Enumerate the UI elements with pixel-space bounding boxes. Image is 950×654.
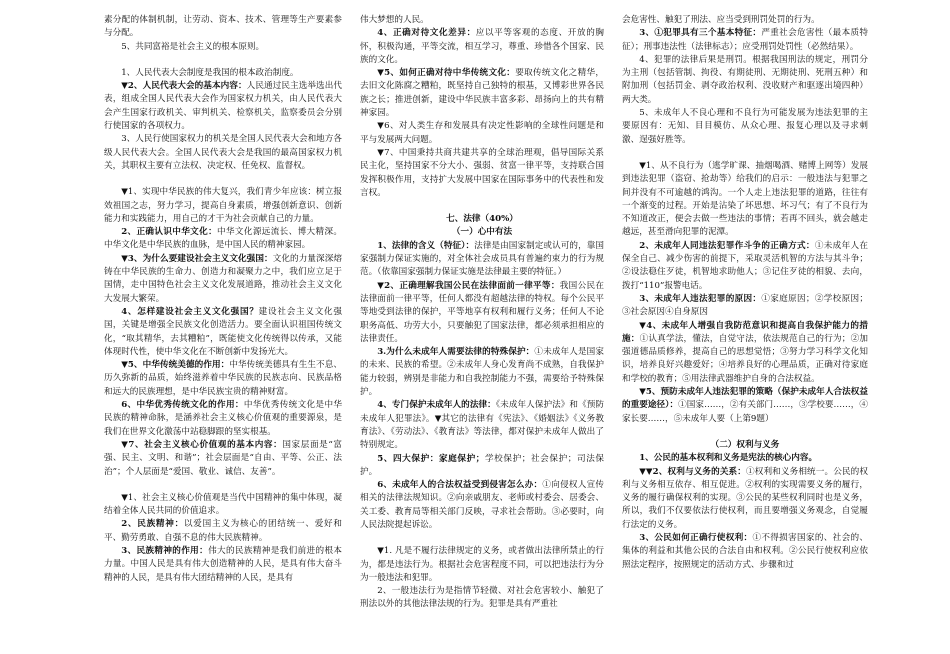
paragraph-body: 中华优秀传统文化是中华民族的精神命脉，是涵养社会主义核心价值观的重要源泉，是我们在世界文化激荡中站稳脚跟的坚实根基。 [104,400,342,437]
paragraph [622,466,868,532]
paragraph: ▼1、从不良行为（逃学旷课、抽烟喝酒、赌博上网等）发展到违法犯罪（盗窃、抢劫等）给我们的启示：一般违法与犯罪之间并没有不可逾越的鸿沟。一个人走上违法犯罪的道路，往往有一个渐变的过程。开始是沾染了坏思想、坏习气；有了不良行为不知道改正，便会去做一些违法的事情；若再不回头，就会越走越远，甚至滑向犯罪的泥潭。 [622,160,868,238]
paragraph-body: 严重社会危害性（最本质特征）；刑事违法性（法律标志）；应受刑罚处罚性（必然结果）。 [622,28,868,52]
paragraph [360,280,604,346]
paragraph-body: ①未成年人是国家的未来、民族的希望。②未成年人身心发育尚不成熟，自我保护能力较弱，辨别是非能力和自我控制能力不强，需要给予特殊保护。 [360,347,604,398]
paragraph-body: ①权利和义务相统一。公民的权利与义务相互依存、相互促进。②权利的实现需要义务的履行，义务的履行确保权利的实现。③公民的某些权利同时也是义务，所以，我们不仅要依法行使权利，而且要增强义务观念，自觉履行法定的义务。 [622,466,868,530]
paragraph: ▼7、中国秉持共商共建共享的全球治理观，倡导国际关系民主化，坚持国家不分大小、强弱、贫富一律平等，支持联合国发挥积极作用，支持扩大发展中国家在国际事务中的代表性和发言权。 [360,147,604,198]
paragraph [622,386,868,426]
paragraph [104,545,342,585]
paragraph-body: 学校保护；社会保护；司法保护。 [360,453,604,477]
paragraph [104,359,342,399]
paragraph-body: ①向侵权人宣传相关的法律法规知识。②向亲戚朋友、老师或村委会、居委会、关工委、教育局等相关部门反映，寻求社会帮助。③必要时，向人民法院提起诉讼。 [360,480,604,530]
column-right [622,14,868,572]
paragraph-heading: ▼5、如何正确对待中华传统文化： [377,68,516,79]
paragraph-body: 《未成年人保护法》和《预防未成年人犯罪法》。▼其它的法律有《宪法》、《婚姻法》《义务教育法》、《劳动法》、《教育法》等法律，都对保护未成年人做出了特别规定。 [360,400,604,451]
paragraph-body: ①未成年人在保全自己、减少伤害的前提下，采取灵活机智的方法与其斗争；②设法稳住歹徒，机智地求助他人；③记住歹徒的相貌、去向，拨打“110”报警电话。 [622,240,868,291]
paragraph [360,27,604,67]
paragraph-heading: ▼5、中华传统美德的作用： [121,360,230,371]
paragraph-body: 要取传统文化之精华，去旧文化陈腐之糟粕，既坚持自己独特的根基，又博彩世界各民族之长；推进创新，建设中华民族丰富多彩、昂扬向上的共有精神家园。 [360,68,604,119]
section-subtitle: （一）心中有法 [451,227,513,238]
paragraph [360,240,604,280]
paragraph-heading: 3.为什么未成年人需要法律的特殊保护： [377,347,535,358]
paragraph: 4、犯罪的法律后果是刑罚。根据我国刑法的规定，刑罚分为主刑（包括管制、拘役、有期徒刑、无期徒刑、死刑五种）和附加刑（包括罚金、剥夺政治权利、没收财产和驱逐出境四种）两大类。 [622,54,868,105]
paragraph [360,479,604,532]
paragraph: ▼1、实现中华民族的伟大复兴，我们青少年应该：树立报效祖国之志，努力学习，提高自身素质，增强创新意识、创新能力和实践能力，用自己的才干为社会贡献自己的力量。 [104,187,342,224]
paragraph-heading: ▼3、为什么要建设社会主义文化强国： [121,253,273,264]
paragraph [622,320,868,386]
paragraph-heading: 1、法律的含义（特征）： [377,240,475,251]
paragraph-heading: ▼2、人民代表大会的基本内容： [121,81,247,92]
paragraph-body: ①国家……，②有关部门……，③学校要……，④家长要……，⑤未成年人要（上第9题） [622,400,868,424]
paragraph: ▼1. 凡是不履行法律规定的义务，或者做出法律所禁止的行为，都是违法行为。根据社会危害程度不同，可以把违法行为分为一般违法和犯罪。 [360,546,604,583]
paragraph [104,399,342,439]
paragraph [104,226,342,253]
paragraph-heading: ▼▼2、权利与义务的关系： [639,466,746,477]
paragraph-body: ①不得损害国家的、社会的、集体的利益和其他公民的合法自由和权利。②公民行使权利应依照法定程序，按照规定的活动方式、步骤和过 [622,532,868,570]
paragraph-heading: 3、公民如何正确行使权利： [639,532,753,543]
paragraph-heading: 6、中华优秀传统文化的作用： [121,400,244,411]
paragraph [360,453,604,480]
paragraph [360,399,604,452]
paragraph [104,80,342,133]
paragraph [360,346,604,399]
paragraph-heading: ▼7、社会主义核心价值观的基本内容： [121,439,283,450]
paragraph: 3、人民行使国家权力的机关是全国人民代表大会和地方各级人民代表大会。全国人民代表大会是我国的最高国家权力机关，其职权主要有立法权、决定权、任免权、监督权。 [104,134,342,171]
paragraph-heading: 3、①犯罪具有三个基本特征： [639,28,762,39]
paragraph-body: 建设社会主义文化强国，关键是增强全民族文化创造活力。要全面认识祖国传统文化，“取其精华，去其糟粕”，既能使文化传统得以传承，又能体现时代性，使中华文化在不断创新中发扬光大。 [104,306,342,357]
paragraph-heading: 5、四大保护：家庭保护； [377,453,485,464]
paragraph: 5、未成年人不良心理和不良行为可能发展为违法犯罪的主要原因有：无知、目目模仿、从众心理、报复心理以及寻求刺激、逞强好胜等。 [622,108,868,145]
paragraph-heading: ▼4、未成年人增强自我防范意识和提高自我保护能力的措施： [622,320,868,344]
paragraph: 素分配的体制机制，让劳动、资本、技术、管理等生产要素参与分配。 [104,15,342,39]
paragraph-heading: 2、未成年人同违法犯罪作斗争的正确方式： [639,240,815,251]
paragraph: 会危害性、触犯了刑法、应当受到刑罚处罚的行为。 [622,15,820,25]
paragraph-body: 我国公民在法律面前一律平等，任何人都没有超越法律的特权。每个公民平等地受到法律的保护，平等地享有权利和履行义务；任何人不论职务高低、功劳大小，只要触犯了国家法律，都必须承担相应的法律责任。 [360,280,604,344]
paragraph [104,306,342,359]
section-title: 七、法律（40%） [446,214,518,225]
paragraph: ▼1、社会主义核心价值观是当代中国精神的集中体现，凝结着全体人民共同的价值追求。 [104,492,342,517]
paragraph: 1、公民的基本权利和义务是宪法的核心内容。 [639,453,818,464]
paragraph [622,293,868,320]
paragraph [104,439,342,479]
column-left [104,14,342,585]
paragraph: 1、人民代表大会制度是我国的根本政治制度。 [121,67,299,78]
paragraph-body: 以爱国主义为核心的团结统一、爱好和平、勤劳勇敢、自强不息的伟大民族精神。 [104,519,342,543]
paragraph: 2、一般违法行为是指情节轻微、对社会危害较小、触犯了刑法以外的其他法律法规的行为。犯罪是具有严重社 [360,586,604,610]
paragraph-body: 中华文化源远流长、博大精深。中华文化是中华民族的血脉，是中国人民的精神家园。 [104,227,342,251]
column-middle [360,14,604,612]
paragraph: ▼6、对人类生存和发展具有决定性影响的全球性问题是和平与发展两大问题。 [360,121,604,145]
paragraph [104,253,342,306]
paragraph-heading: 2、民族精神： [121,519,184,530]
paragraph-heading: 6、未成年人的合法权益受到侵害怎么办： [377,480,543,491]
paragraph-body: ①认真学法，懂法，自觉守法，依法规范自己的行为；②加强道德品质修养，提高自己的思想觉悟；③努力学习科学文化知识，培养良好兴趣爱好；④培养良好的心理品质，正确对待家庭和学校的教育；⑤用法律武器维护自身的合法权益。 [622,333,868,384]
paragraph-body: 法律是由国家制定或认可的，靠国家强制力保证实施的，对全体社会成员具有普遍约束力的行为规范。（依靠国家强制力保证实施是法律最主要的特征。） [360,240,604,278]
section-subtitle: （二）权利与义务 [710,439,780,450]
paragraph-heading: ▼2、正确理解我国公民在法律面前一律平等： [377,280,560,291]
paragraph-body: ①家庭原因；②学校原因；③社会原因④自身原因 [622,293,868,318]
paragraph-heading: ▼5、预防未成年人违法犯罪的策略（保护未成年人合法权益的重要途径）： [622,387,868,411]
paragraph-body: 文化的力量深深熔铸在中华民族的生命力、创造力和凝聚力之中，我们应立足于国情，走中国特色社会主义文化发展道路，推动社会主义文化大发展大繁荣。 [104,253,342,304]
paragraph-heading: 3、未成年人违法犯罪的原因： [639,293,762,304]
paragraph-body: 应以平等客观的态度、开放的胸怀，积极沟通，平等交流，相互学习，尊重、珍惜各个国家、民族的文化。 [360,28,604,65]
paragraph-body: 人民通过民主选举选出代表，组成全国人民代表大会作为国家权力机关，由人民代表大会产生国家行政机关、审判机关、检察机关，监察委员会分别行使国家的各项权力。 [104,81,342,132]
paragraph: 伟大梦想的人民。 [360,15,429,25]
paragraph [360,67,604,120]
paragraph-heading: 4、正确对待文化差异： [377,28,476,39]
paragraph [622,240,868,293]
paragraph-heading: 4、专门保护未成年人的法律： [377,400,496,411]
paragraph [104,518,342,545]
paragraph-heading: 3、民族精神的作用： [121,545,209,556]
paragraph-body: 中华传统美德具有生生不息、历久弥新的品质，始终滋养着中华民族的民族志向、民族品格和远大的民族理想，是中华民族宝贵的精神财富。 [104,360,342,397]
paragraph-body: 伟大的民族精神是我们前进的根本力量。中国人民是具有伟大创造精神的人民，是具有伟大奋斗精神的人民，是具有伟大团结精神的人民，是具有 [104,545,342,583]
paragraph [622,27,868,54]
paragraph-body: 国家层面是“富强、民主、文明、和谐”；社会层面是“自由、平等、公正、法治”；个人层面是“爱国、敬业、诚信、友善”。 [104,439,342,477]
paragraph-heading: 4、怎样建设社会主义文化强国？ [121,306,259,317]
paragraph [622,532,868,572]
paragraph-heading: 2、正确认识中华文化： [121,227,218,238]
paragraph: 5、共同富裕是社会主义的根本原则。 [121,41,265,52]
